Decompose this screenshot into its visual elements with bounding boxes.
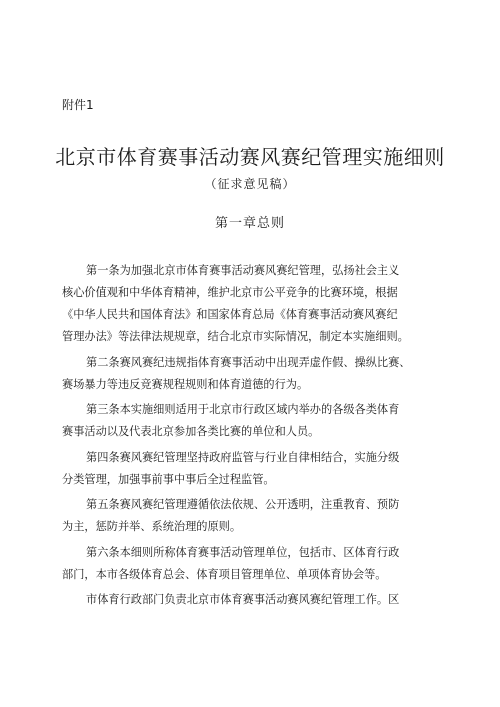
article-6 xyxy=(62,542,448,586)
body-line: 第五条赛风赛纪管理遵循依法依规、公开透明，注重教育、预防 xyxy=(86,498,400,511)
article-2 xyxy=(62,352,448,396)
document-title: 北京市体育赛事活动赛风赛纪管理实施细则 xyxy=(55,145,445,169)
chapter-heading: 第一章总则 xyxy=(214,216,285,231)
article-1 xyxy=(62,260,448,348)
body-line: 市体育行政部门负责北京市体育赛事活动赛风赛纪管理工作。区 xyxy=(86,593,400,606)
body-line: 部门，本市各级体育总会、体育项目管理单位、单项体育协会等。 xyxy=(62,567,387,581)
body-line: 核心价值观和中华体育精神，维护北京市公平竞争的比赛环境，根据 xyxy=(62,286,398,299)
article-3 xyxy=(62,399,448,443)
document-subtitle: （征求意见稿） xyxy=(204,177,296,191)
document-body xyxy=(62,260,448,615)
body-line: 赛场暴力等违反竞赛规程规则和体育道德的行为。 xyxy=(62,377,309,391)
body-line: 第六条本细则所称体育赛事活动管理单位，包括市、区体育行政 xyxy=(86,545,400,559)
article-5 xyxy=(62,494,448,538)
body-line: 第四条赛风赛纪管理坚持政府监管与行业自律相结合，实施分级 xyxy=(86,450,400,464)
body-line: 管理办法》等法律法规规章，结合北京市实际情况，制定本实施细则。 xyxy=(62,330,409,343)
body-line: 《中华人民共和国体育法》和国家体育总局《体育赛事活动赛风赛纪 xyxy=(62,308,398,321)
annex-label: 附件1 xyxy=(62,98,94,112)
body-line: 第二条赛风赛纪违规指体育赛事活动中出现弄虚作假、操纵比赛、 xyxy=(86,355,411,369)
article-4 xyxy=(62,447,448,491)
body-line: 赛事活动以及代表北京参加各类比赛的单位和人员。 xyxy=(62,425,320,438)
body-line: 分类管理，加强事前事中事后全过程监管。 xyxy=(62,472,275,486)
body-line: 为主，惩防并举、系统治理的原则。 xyxy=(62,520,242,533)
body-line: 第三条本实施细则适用于北京市行政区域内举办的各级各类体育 xyxy=(86,403,400,416)
body-line: 第一条为加强北京市体育赛事活动赛风赛纪管理，弘扬社会主义 xyxy=(86,264,400,277)
article-6-continued xyxy=(62,589,448,611)
